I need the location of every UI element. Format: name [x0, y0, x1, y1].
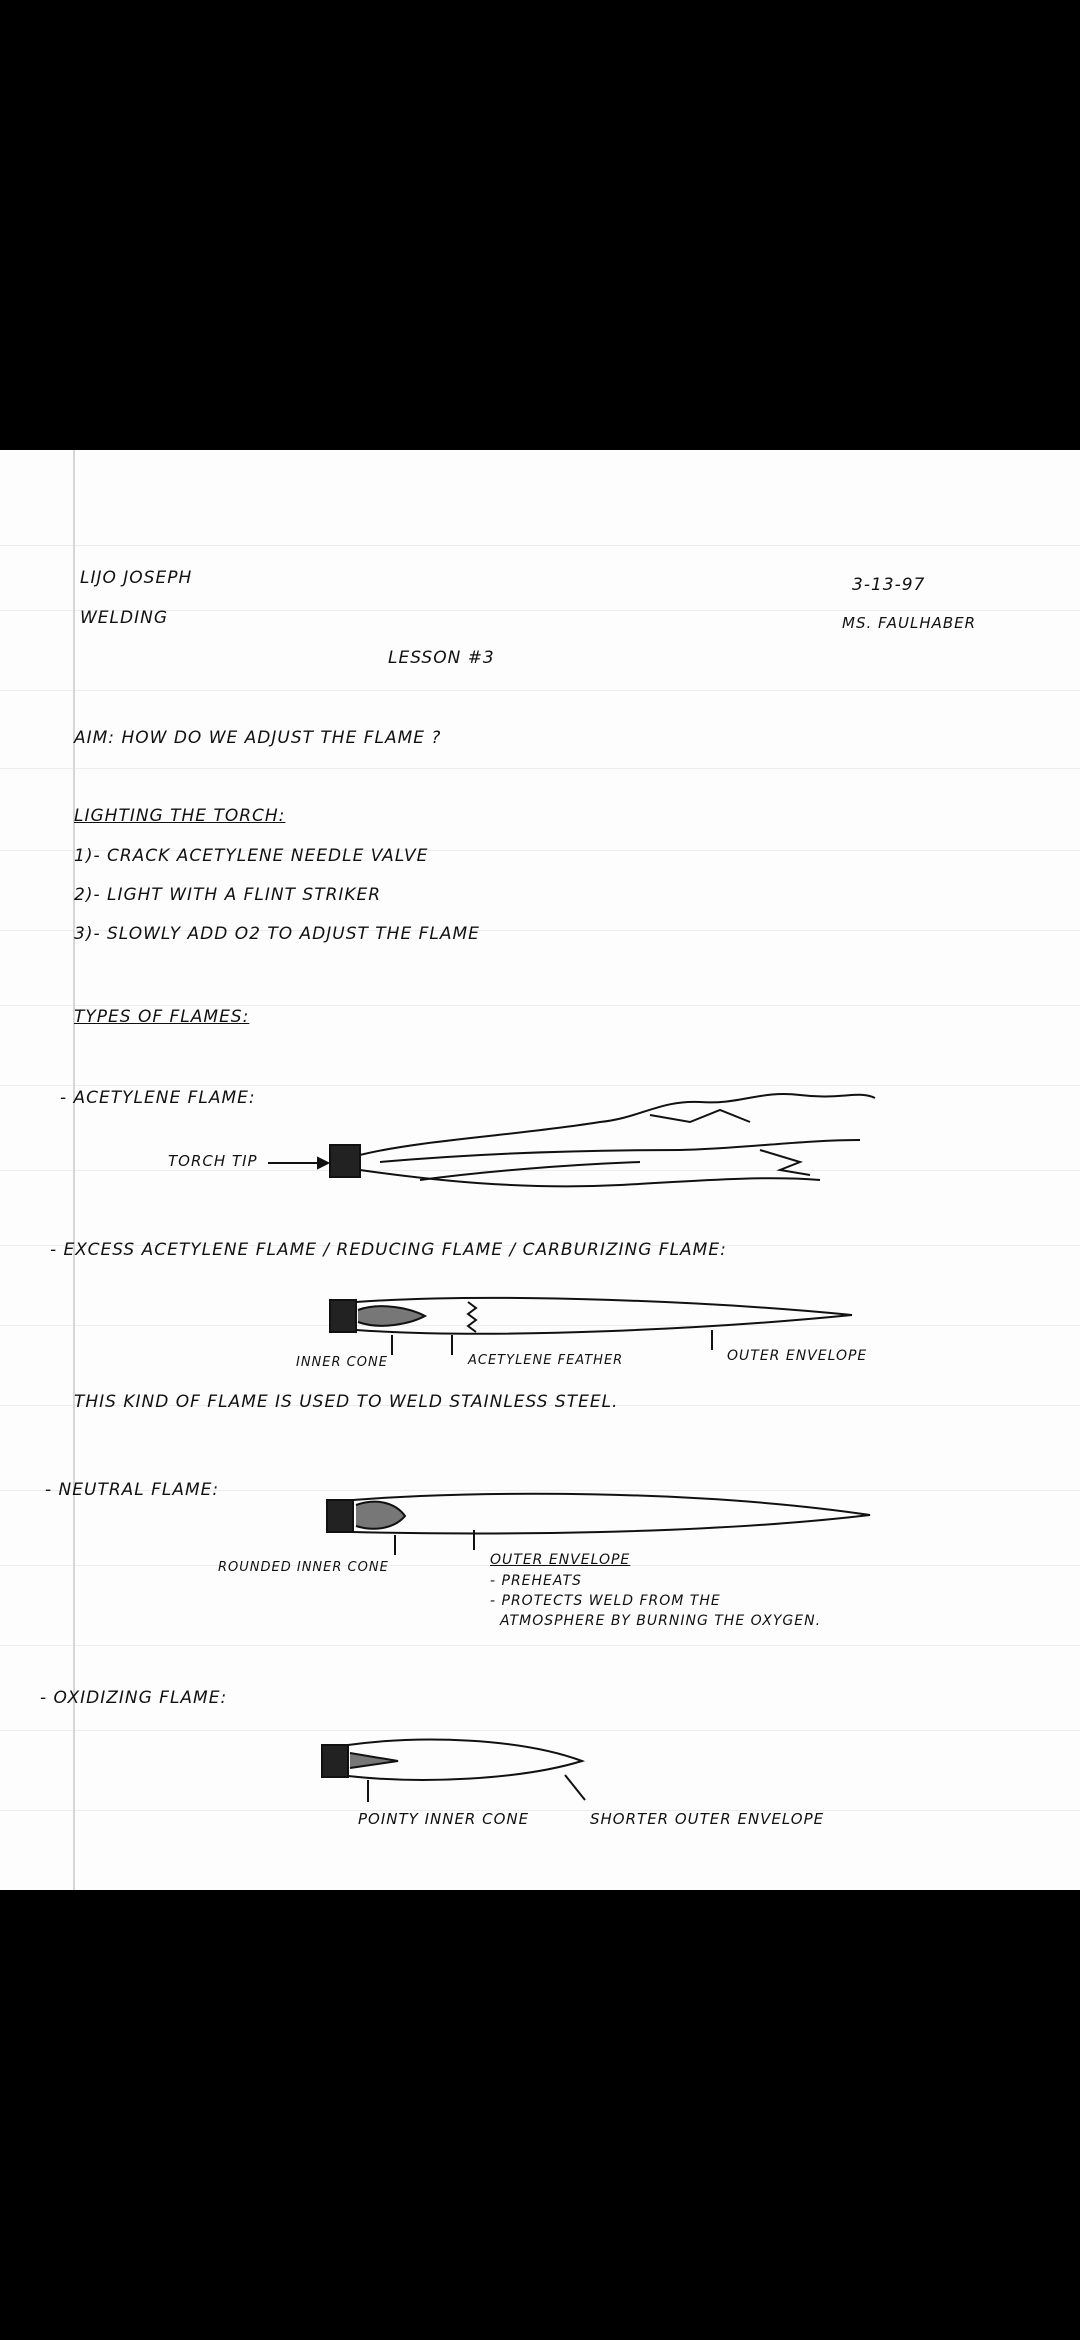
shorter-outer-envelope-label: SHORTER OUTER ENVELOPE [590, 1810, 825, 1828]
rounded-inner-cone-label: ROUNDED INNER CONE [218, 1560, 389, 1575]
subject: WELDING [80, 608, 169, 628]
torch-tip-label: TORCH TIP [168, 1152, 258, 1170]
lighting-step: 3)- SLOWLY ADD O2 TO ADJUST THE FLAME [74, 924, 480, 944]
oxidizing-title: - OXIDIZING FLAME: [40, 1688, 228, 1708]
types-heading: TYPES OF FLAMES: [74, 1007, 250, 1027]
lighting-step: 2)- LIGHT WITH A FLINT STRIKER [74, 885, 382, 905]
acetylene-flame-drawing [268, 1094, 875, 1186]
student-name: LIJO JOSEPH [80, 568, 193, 588]
oxidizing-flame-drawing [322, 1740, 585, 1802]
flame-sketches [0, 450, 1080, 1890]
lighting-heading: LIGHTING THE TORCH: [74, 806, 286, 826]
excess-note: THIS KIND OF FLAME IS USED TO WELD STAINLESS STEEL. [74, 1392, 619, 1412]
acetylene-feather-label: ACETYLENE FEATHER [468, 1353, 624, 1368]
excess-flame-drawing [330, 1298, 852, 1355]
excess-title: - EXCESS ACETYLENE FLAME / REDUCING FLAME / CARBURIZING FLAME: [50, 1240, 727, 1260]
neutral-bullet: - PROTECTS WELD FROM THE [490, 1593, 721, 1609]
acetylene-title: - ACETYLENE FLAME: [60, 1088, 256, 1108]
neutral-title: - NEUTRAL FLAME: [45, 1480, 220, 1500]
lesson-title: LESSON #3 [388, 648, 495, 668]
inner-cone-label: INNER CONE [296, 1355, 388, 1370]
notebook-page [0, 450, 1080, 1890]
outer-envelope-label: OUTER ENVELOPE [727, 1348, 868, 1364]
lighting-step: 1)- CRACK ACETYLENE NEEDLE VALVE [74, 846, 429, 866]
teacher: MS. FAULHABER [842, 614, 977, 632]
pointy-inner-cone-label: POINTY INNER CONE [358, 1810, 530, 1828]
neutral-flame-drawing [327, 1494, 870, 1555]
neutral-outer-label: OUTER ENVELOPE [490, 1552, 631, 1568]
date: 3-13-97 [852, 575, 926, 595]
neutral-bullet: - PREHEATS [490, 1573, 582, 1589]
neutral-bullet: ATMOSPHERE BY BURNING THE OXYGEN. [500, 1613, 822, 1629]
aim: AIM: HOW DO WE ADJUST THE FLAME ? [74, 728, 442, 748]
